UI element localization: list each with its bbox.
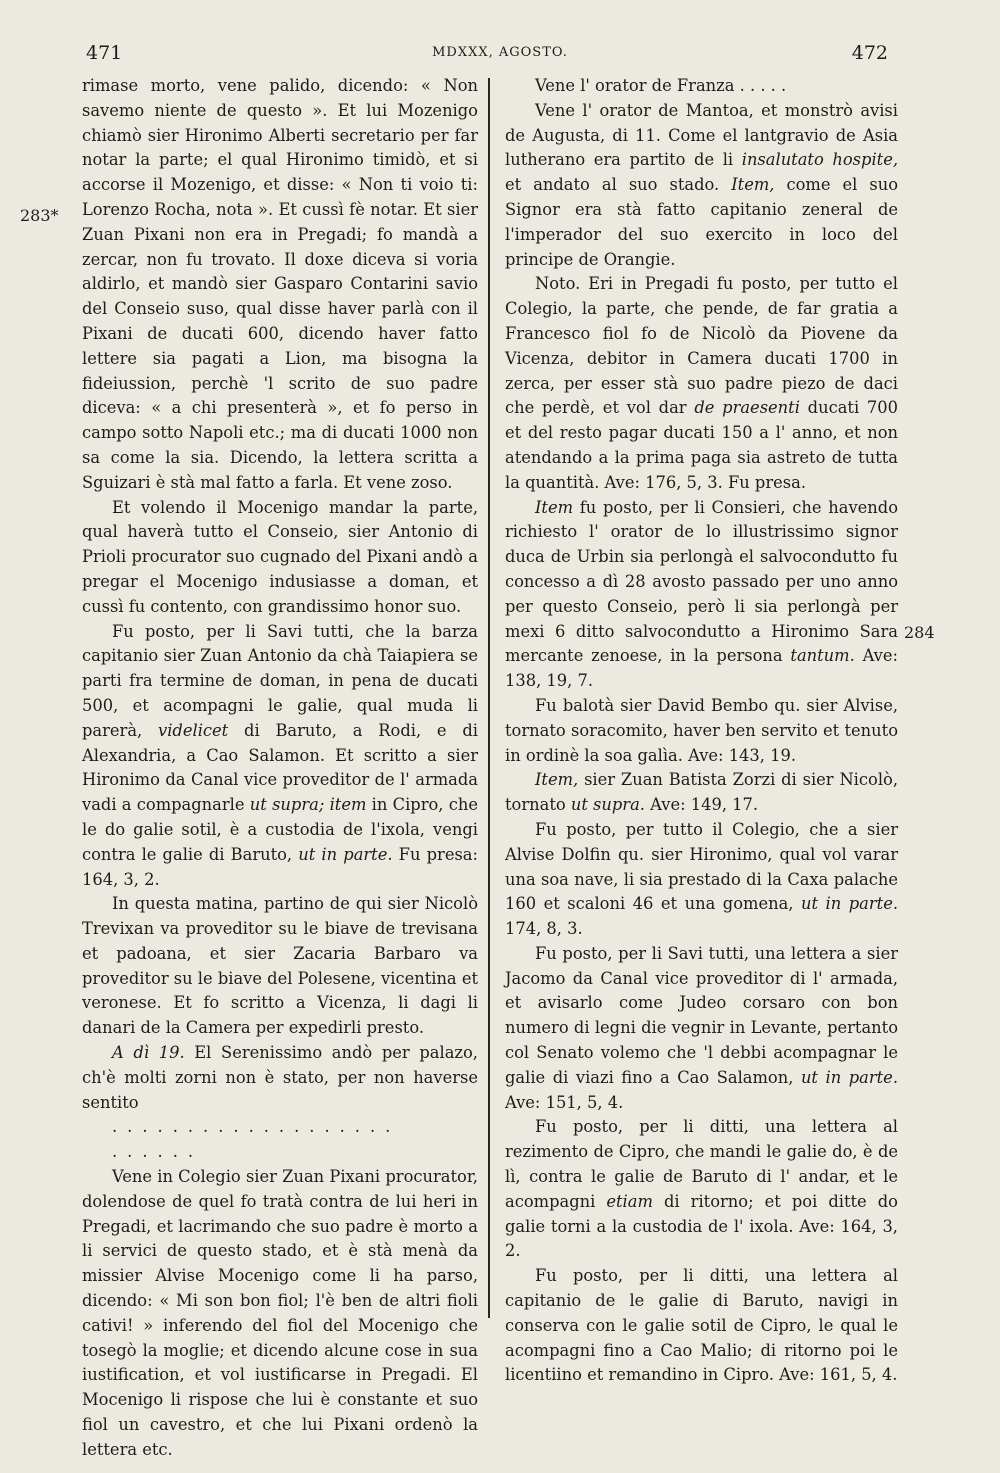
paragraph: Fu posto, per li Savi tutti, che la barza capitanio sier Zuan Antonio da chà Taiapiera se parti fra termine de doman, in pena de ducati 500, et acompagni le galie, qual muda li parerà, videlicet di Baruto, a Rodi, e di Alexandria, a Cao Salamon. Et scritto a sier Hironimo da Canal vice proveditor de l' armada vadi a compagnarle ut supra; item in Cipro, che le do galie sotil, è a custodia de l'ixola, vengi contra le galie di Baruto, ut in parte. Fu presa: 164, 3, 2. [82,621,479,889]
page-number-left: 471 [86,42,123,64]
paragraph: Fu posto, per li Savi tutti, una lettera a sier Jacomo da Canal vice proveditor di l' armada, et avisarlo come Judeo corsaro con bon numero di legni die vegnir in Levante, pertanto col Senato volemo che 'l debbi acompagnar le galie di viazi fino a Cao Salamon, ut in parte. Ave: 151, 5, 4. [505,943,898,1112]
margin-marker-left: 283* [20,206,59,225]
paragraph: Vene l' orator de Franza . . . . . [535,76,787,95]
paragraph: Fu balotà sier David Bembo qu. sier Alvise, tornato soracomito, haver ben servito et tenuto in ordinè la soa galìa. Ave: 143, 19. [505,695,898,765]
paragraph: Item fu posto, per li Consieri, che havendo richiesto l' orator de lo illustrissimo signor duca de Urbin sia perlongà el salvocondutto fu concesso a dì 28 avosto passado per uno anno per questo Conseio, però li sia perlongà per mexi 6 ditto salvocondutto a Hironimo Sara mercante zenoese, in la persona tantum. Ave: 138, 19, 7. [505,497,899,691]
paragraph: Fu posto, per tutto il Colegio, che a sier Alvise Dolfin qu. sier Hironimo, qual vol varar una soa nave, li sia prestado di la Caxa palache 160 et scaloni 46 et una gomena, ut in parte. 174, 8, 3. [505,819,898,939]
paragraph: Vene l' orator de Mantoa, et monstrò avisi de Augusta, di 11. Come el lantgravio de Asia lutherano era partito de li insalutato hospite, et andato al suo stado. Item, come el suo Signor era stà fatto capitanio zeneral de l'imperador del suo exercito in loco del principe de Orangie. [505,100,898,269]
margin-marker-right: 284 [904,623,935,642]
paragraph: A dì 19. El Serenissimo andò per palazo, ch'è molti zorni non è stato, per non haverse sentito [82,1043,478,1112]
paragraph: Et volendo il Mocenigo mandar la parte, qual haverà tutto el Conseio, sier Antonio di Prioli procurator suo cugnado del Pixani andò a pregar el Mocenigo indusiasse a doman, et cussì fu contento, con grandissimo honor suo. [82,497,478,616]
paragraph: Item, sier Zuan Batista Zorzi di sier Nicolò, tornato ut supra. Ave: 149, 17. [505,770,898,815]
page-header [0,42,1000,68]
paragraph: Fu posto, per li ditti, una lettera al rezimento de Cipro, che mandi le galie do, è de lì, contra le galie de Baruto di l' andar, et le acompagni etiam di ritorno; et poi ditte do galie torni a la custodia de l' ixola. Ave: 164, 3, 2. [505,1117,898,1261]
ellipsis-line: ................... [112,1117,401,1137]
paragraph: Noto. Eri in Pregadi fu posto, per tutto el Colegio, la parte, che pende, de far gratia a Francesco fiol fo de Nicolò da Piovene da Vicenza, debitor in Camera ducati 1700 in zerca, per esser stà suo padre piezo de daci che perdè, et vol dar de praesenti ducati 700 et del resto pagar ducati 150 a l' anno, et non atendando a la prima paga sia astreto de tutta la quantità. Ave: 176, 5, 3. Fu presa. [505,274,898,492]
ellipsis-line: ...... [112,1142,204,1162]
paragraph: rimase morto, vene palido, dicendo: « Non savemo niente de questo ». Et lui Mozenigo chiamò sier Hironimo Alberti secretario per far notar la parte; el qual Hironimo timidò, et si accorse il Mozenigo, et disse: « Non ti voio ti: Lorenzo Rocha, nota ». Et cussì fè notar. Et sier Zuan Pixani non era in Pregadi; fo mandà a zercar, non fu trovato. Il doxe diceva si voria aldirlo, et mandò sier Gasparo Contarini savio del Conseio suso, qual disse haver parlà con il Pixani de ducati 600, dicendo haver fatto lettere sia pagati a Lion, ma bisogna la fideiussion, perchè 'l scrito de suo padre diceva: « a chi presenterà », et fo perso in campo sotto Napoli etc.; ma di ducati 1000 non sa come la sia. Dicendo, la lettera scritta a Sguizari è stà mal fatto a farla. Et vene zoso. [82,76,478,492]
left-column [82,74,478,1463]
running-title: MDXXX, AGOSTO. [432,45,568,60]
column-divider [488,78,490,1318]
right-column [505,74,898,1388]
page-number-right: 472 [851,42,888,64]
paragraph: Vene in Colegio sier Zuan Pixani procurator, dolendose de quel fo tratà contra de lui heri in Pregadi, et lacrimando che suo padre è morto a li servici de questo stado, et è stà menà da missier Alvise Mocenigo come li ha parso, dicendo: « Mi son bon fiol; l'è ben de altri fioli cativi! » inferendo del fiol del Mocenigo che tosegò la moglie; et dicendo alcune cose in sua iustification, et vol iustificarse in Pregadi. El Mocenigo li rispose che lui è constante et suo fiol un cavestro, et che lui Pixani ordenò la lettera etc. [82,1167,478,1459]
paragraph: In questa matina, partino de qui sier Nicolò Trevixan va proveditor su le biave de trevisana et padoana, et sier Zacaria Barbaro va proveditor su le biave del Polesene, vicentina et veronese. Et fo scritto a Vicenza, li dagi li danari de la Camera per expedirli presto. [82,894,478,1038]
paragraph: Fu posto, per li ditti, una lettera al capitanio de le galie di Baruto, navigi in conserva con le galie sotil de Cipro, le qual le acompagni fino a Cao Malio; di ritorno poi le licentiino et remandino in Cipro. Ave: 161, 5, 4. [505,1266,898,1385]
